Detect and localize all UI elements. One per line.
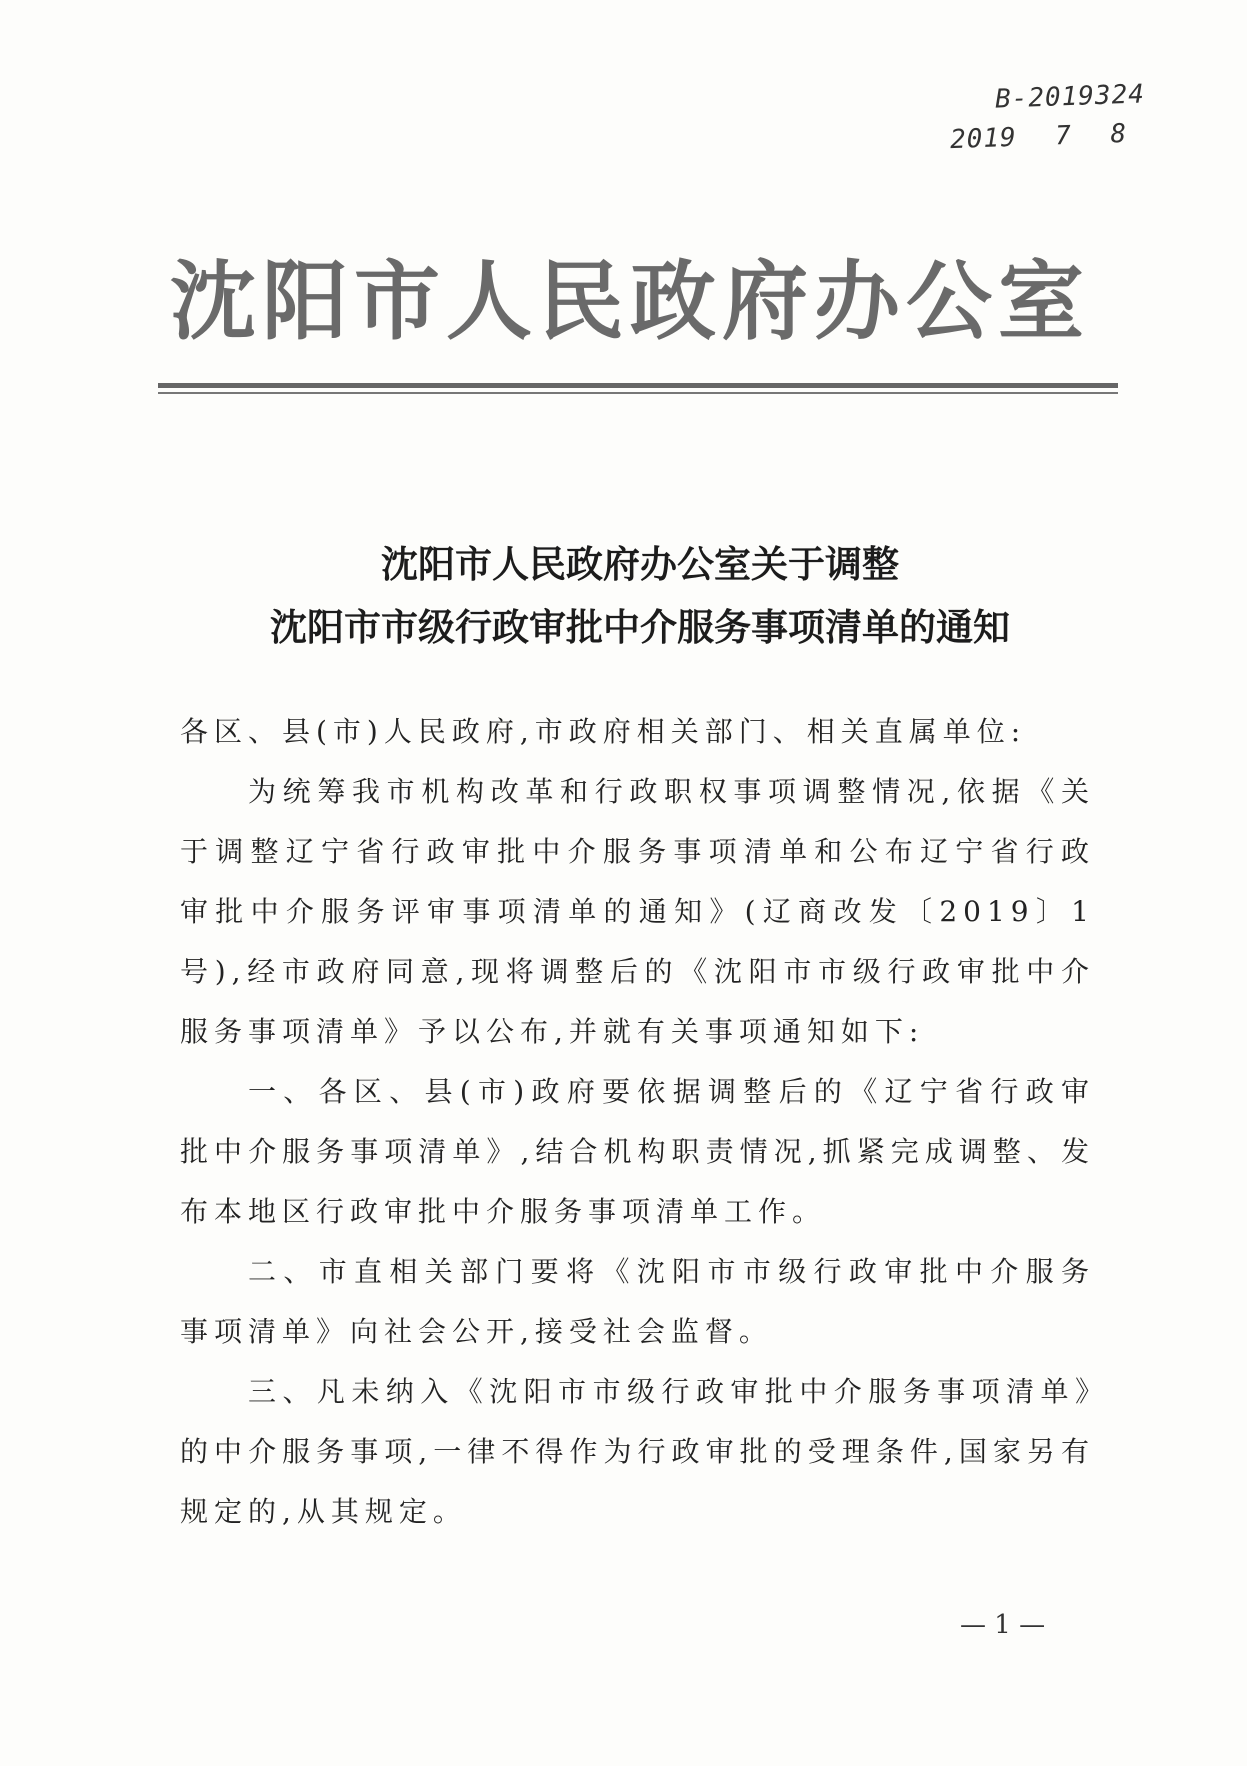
page-number: — 1 —	[960, 1610, 1046, 1640]
letterhead-rule-thick	[158, 383, 1118, 388]
paragraph-item-1: 一、各区、县(市)政府要依据调整后的《辽宁省行政审批中介服务事项清单》,结合机构职责情况,抓紧完成调整、发布本地区行政审批中介服务事项清单工作。	[180, 1075, 1095, 1228]
paragraph-item-2: 二、市直相关部门要将《沈阳市市级行政审批中介服务事项清单》向社会公开,接受社会监督。	[180, 1255, 1095, 1348]
document-title-line-2: 沈阳市市级行政审批中介服务事项清单的通知	[270, 606, 1010, 649]
document-title-line-1: 沈阳市人民政府办公室关于调整	[381, 543, 899, 586]
handwritten-reference-number: B-2019324	[994, 79, 1146, 115]
letterhead-organization: 沈阳市人民政府办公室	[170, 252, 1090, 352]
paragraph-intro: 为统筹我市机构改革和行政职权事项调整情况,依据《关于调整辽宁省行政审批中介服务事项清单和公布辽宁省行政审批中介服务评审事项清单的通知》(辽商改发〔2019〕1号),经市政府同意,现将调整后的《沈阳市市级行政审批中介服务事项清单》予以公布,并就有关事项通知如下:	[180, 775, 1095, 1048]
letterhead-rule-thin	[158, 392, 1118, 394]
paragraph-item-3: 三、凡未纳入《沈阳市市级行政审批中介服务事项清单》的中介服务事项,一律不得作为行政审批的受理条件,国家另有规定的,从其规定。	[180, 1375, 1095, 1528]
salutation: 各区、县(市)人民政府,市政府相关部门、相关直属单位:	[180, 715, 1027, 748]
document-title	[170, 533, 1110, 659]
handwritten-date: 2019 7 8	[949, 118, 1128, 156]
document-body	[180, 702, 1095, 1542]
